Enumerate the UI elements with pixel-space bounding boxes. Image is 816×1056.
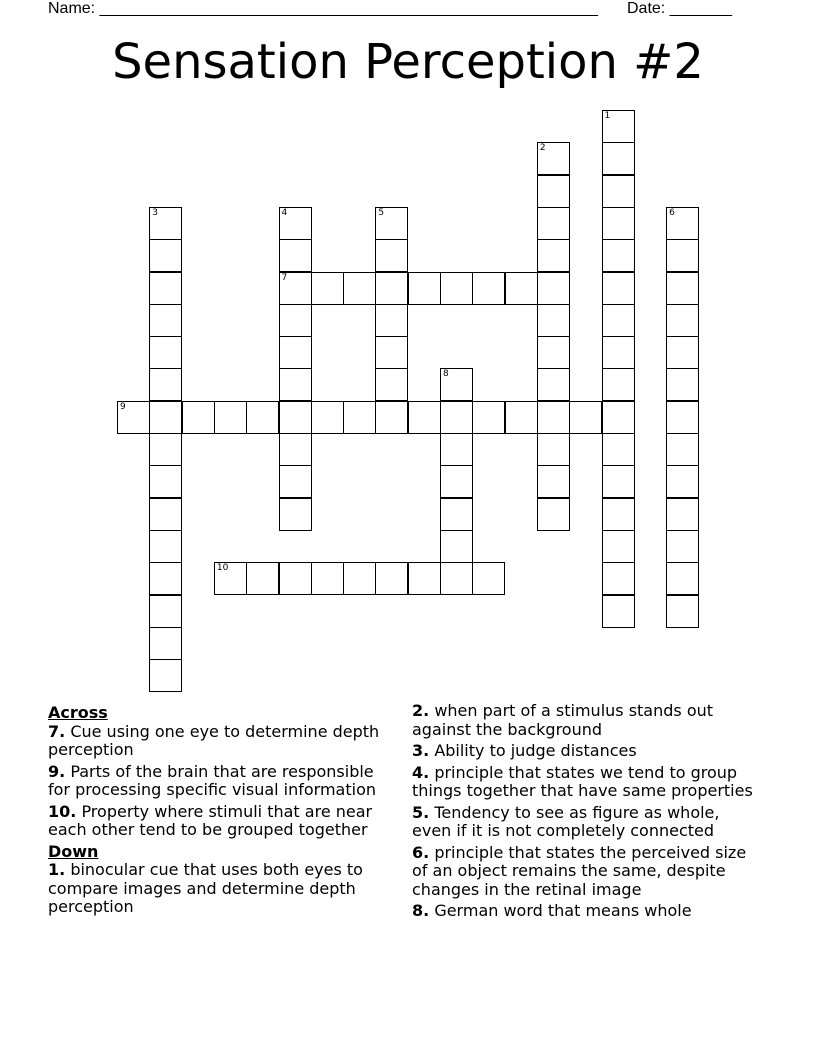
grid-cell[interactable] xyxy=(343,562,376,595)
grid-cell[interactable] xyxy=(602,401,635,434)
clue-text: German word that means whole xyxy=(434,901,692,920)
grid-cell[interactable] xyxy=(279,562,312,595)
grid-cell[interactable] xyxy=(537,239,570,272)
grid-cell[interactable] xyxy=(537,498,570,531)
grid-cell[interactable] xyxy=(666,304,699,337)
clue-number-label: 4 xyxy=(281,207,288,218)
clue-number-label: 7 xyxy=(281,272,288,283)
grid-cell[interactable] xyxy=(666,239,699,272)
clue-number: 10. xyxy=(48,801,77,821)
grid-cell[interactable] xyxy=(375,562,408,595)
grid-cell[interactable] xyxy=(666,465,699,498)
grid-cell[interactable] xyxy=(375,401,408,434)
down-heading: Down xyxy=(48,841,99,861)
clue-down-3 xyxy=(412,742,757,761)
clue-down-2 xyxy=(412,702,757,739)
grid-cell[interactable] xyxy=(537,207,570,240)
grid-cell[interactable] xyxy=(537,401,570,434)
clue-number-label: 6 xyxy=(669,207,675,218)
grid-cell[interactable] xyxy=(343,272,376,305)
grid-cell[interactable] xyxy=(537,433,570,466)
grid-cell[interactable] xyxy=(375,304,408,337)
grid-cell[interactable] xyxy=(666,433,699,466)
clue-down-4 xyxy=(412,764,757,801)
clue-number: 3. xyxy=(412,741,430,760)
grid-cell[interactable] xyxy=(537,175,570,208)
clue-text: Ability to judge distances xyxy=(434,741,637,760)
clue-across-7 xyxy=(48,723,400,760)
grid-cell[interactable] xyxy=(666,498,699,531)
grid-cell[interactable] xyxy=(440,401,473,434)
clue-number: 1. xyxy=(48,860,66,879)
clue-number-label: 3 xyxy=(152,207,159,218)
grid-cell[interactable] xyxy=(149,401,182,434)
grid-cell[interactable] xyxy=(149,595,182,628)
grid-cell[interactable] xyxy=(279,498,312,531)
date-field[interactable]: Date: _______ xyxy=(627,0,732,17)
grid-cell[interactable] xyxy=(472,401,505,434)
grid-cell[interactable] xyxy=(666,401,699,434)
clue-down-1 xyxy=(48,861,400,917)
grid-cell[interactable] xyxy=(279,239,312,272)
grid-cell[interactable] xyxy=(279,304,312,337)
page-title: Sensation Perception #2 xyxy=(112,34,704,90)
grid-cell[interactable] xyxy=(440,562,473,595)
across-heading: Across xyxy=(48,703,108,722)
grid-cell[interactable] xyxy=(149,304,182,337)
grid-cell[interactable] xyxy=(149,465,182,498)
grid-cell[interactable] xyxy=(279,401,312,434)
grid-cell[interactable] xyxy=(149,627,182,660)
grid-cell[interactable] xyxy=(343,401,376,434)
grid-cell[interactable] xyxy=(440,530,473,563)
clue-across-9 xyxy=(48,763,400,800)
grid-cell[interactable] xyxy=(440,272,473,305)
grid-cell[interactable] xyxy=(279,433,312,466)
grid-cell[interactable] xyxy=(149,272,182,305)
grid-cell[interactable] xyxy=(440,433,473,466)
clue-number: 8. xyxy=(412,901,430,920)
grid-cell[interactable] xyxy=(537,272,570,305)
grid-cell[interactable] xyxy=(602,175,635,208)
clues-left-column xyxy=(48,702,400,920)
clue-down-5 xyxy=(412,804,757,841)
grid-cell[interactable] xyxy=(602,595,635,628)
clue-down-6 xyxy=(412,844,757,900)
grid-cell[interactable] xyxy=(472,562,505,595)
clue-number-label: 10 xyxy=(216,563,229,574)
grid-cell[interactable] xyxy=(149,207,182,240)
grid-cell[interactable] xyxy=(375,272,408,305)
clue-text: principle that states the perceived size of an object remains the same, despite changes in the retinal image xyxy=(412,842,747,899)
clue-text: principle that states we tend to group things together that have same properties xyxy=(412,762,753,800)
clue-number: 6. xyxy=(412,842,430,862)
grid-cell[interactable] xyxy=(279,465,312,498)
grid-cell[interactable] xyxy=(375,368,408,401)
grid-cell[interactable] xyxy=(279,368,312,401)
clue-text: Parts of the brain that are responsible for processing specific visual information xyxy=(48,761,377,799)
grid-cell[interactable] xyxy=(440,465,473,498)
clue-across-10 xyxy=(48,803,400,840)
grid-cell[interactable] xyxy=(602,207,635,240)
grid-cell[interactable] xyxy=(279,272,312,305)
grid-cell[interactable] xyxy=(149,562,182,595)
grid-cell[interactable] xyxy=(149,239,182,272)
grid-cell[interactable] xyxy=(375,239,408,272)
grid-cell[interactable] xyxy=(602,336,635,369)
clue-text: when part of a stimulus stands out against the background xyxy=(412,701,714,739)
clue-text: Tendency to see as figure as whole, even if it is not completely connected xyxy=(412,802,720,840)
clue-number-label: 1 xyxy=(604,111,611,121)
clue-number-label: 9 xyxy=(120,401,126,412)
grid-cell[interactable] xyxy=(408,562,441,595)
clue-number-label: 8 xyxy=(443,369,449,380)
grid-cell[interactable] xyxy=(602,530,635,563)
grid-cell[interactable] xyxy=(666,562,699,595)
grid-cell[interactable] xyxy=(666,336,699,369)
grid-cell[interactable] xyxy=(602,498,635,531)
grid-cell[interactable] xyxy=(666,272,699,305)
grid-cell[interactable] xyxy=(408,401,441,434)
grid-cell[interactable] xyxy=(537,368,570,401)
clue-number-label: 2 xyxy=(539,143,546,154)
grid-cell[interactable] xyxy=(149,368,182,401)
grid-cell[interactable] xyxy=(602,272,635,305)
grid-cell[interactable] xyxy=(505,401,538,434)
grid-cell[interactable] xyxy=(602,110,635,143)
grid-cell[interactable] xyxy=(537,465,570,498)
clue-number: 9. xyxy=(48,761,66,781)
grid-cell[interactable] xyxy=(666,595,699,628)
grid-cell[interactable] xyxy=(311,562,344,595)
clue-text: Cue using one eye to determine depth perception xyxy=(48,721,380,759)
clue-down-8 xyxy=(412,902,757,921)
grid-cell[interactable] xyxy=(537,336,570,369)
grid-cell[interactable] xyxy=(246,401,279,434)
grid-cell[interactable] xyxy=(666,530,699,563)
grid-cell[interactable] xyxy=(149,659,182,692)
clue-number: 5. xyxy=(412,802,430,822)
grid-cell[interactable] xyxy=(214,401,247,434)
grid-cell[interactable] xyxy=(602,142,635,175)
grid-cell[interactable] xyxy=(375,207,408,240)
grid-cell[interactable] xyxy=(602,465,635,498)
grid-cell[interactable] xyxy=(375,336,408,369)
grid-cell[interactable] xyxy=(311,401,344,434)
clue-number: 2. xyxy=(412,701,430,720)
grid-cell[interactable] xyxy=(440,368,473,401)
grid-cell[interactable] xyxy=(279,336,312,369)
grid-cell[interactable] xyxy=(246,562,279,595)
grid-cell[interactable] xyxy=(214,562,247,595)
grid-cell[interactable] xyxy=(666,368,699,401)
grid-cell[interactable] xyxy=(602,368,635,401)
grid-cell[interactable] xyxy=(279,207,312,240)
grid-cell[interactable] xyxy=(602,304,635,337)
grid-cell[interactable] xyxy=(602,239,635,272)
grid-cell[interactable] xyxy=(408,272,441,305)
grid-cell[interactable] xyxy=(440,498,473,531)
grid-cell[interactable] xyxy=(117,401,150,434)
clue-text: Property where stimuli that are near each other tend to be grouped together xyxy=(48,801,373,839)
name-field[interactable]: Name: ________________________________________________________ xyxy=(48,0,598,17)
clues-right-column xyxy=(412,702,757,924)
grid-cell[interactable] xyxy=(149,498,182,531)
grid-cell[interactable] xyxy=(602,562,635,595)
grid-cell[interactable] xyxy=(537,304,570,337)
grid-cell[interactable] xyxy=(505,272,538,305)
grid-cell[interactable] xyxy=(537,142,570,175)
clue-number: 4. xyxy=(412,762,430,782)
grid-cell[interactable] xyxy=(569,401,602,434)
grid-cell[interactable] xyxy=(666,207,699,240)
grid-cell[interactable] xyxy=(472,272,505,305)
clue-number: 7. xyxy=(48,721,66,741)
grid-cell[interactable] xyxy=(602,433,635,466)
grid-cell[interactable] xyxy=(149,433,182,466)
grid-cell[interactable] xyxy=(149,530,182,563)
grid-cell[interactable] xyxy=(182,401,215,434)
clue-number-label: 5 xyxy=(378,207,385,218)
grid-cell[interactable] xyxy=(149,336,182,369)
clue-text: binocular cue that uses both eyes to compare images and determine depth perception xyxy=(48,860,363,916)
grid-cell[interactable] xyxy=(311,272,344,305)
